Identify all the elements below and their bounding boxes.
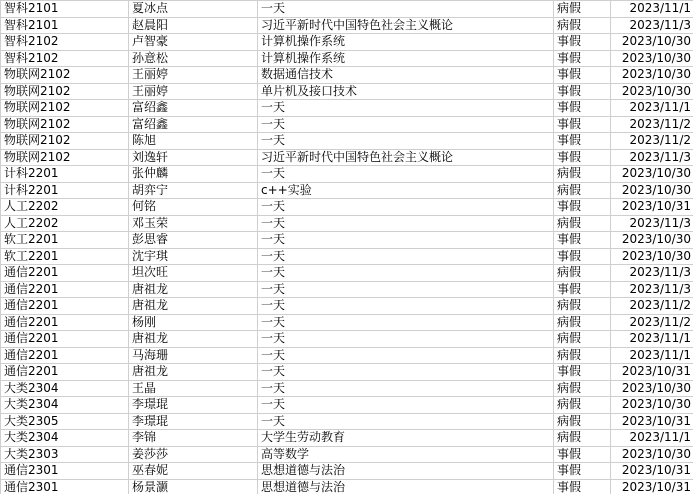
cell-course[interactable]: 一天 bbox=[258, 298, 554, 315]
cell-class[interactable]: 智科2102 bbox=[1, 50, 129, 67]
table-row bbox=[1, 298, 693, 315]
cell-course[interactable]: 一天 bbox=[258, 116, 554, 133]
cell-course[interactable]: 计算机操作系统 bbox=[258, 50, 554, 67]
cell-student-name[interactable]: 陈旭 bbox=[129, 133, 258, 150]
cell-date[interactable]: 2023/11/1 bbox=[611, 331, 693, 348]
cell-class[interactable]: 软工2201 bbox=[1, 232, 129, 249]
cell-course[interactable]: 一天 bbox=[258, 380, 554, 397]
cell-leave-type[interactable]: 事假 bbox=[554, 83, 611, 100]
table-row bbox=[1, 133, 693, 150]
cell-course[interactable]: 一天 bbox=[258, 248, 554, 265]
cell-student-name[interactable]: 彭思睿 bbox=[129, 232, 258, 249]
cell-class[interactable]: 人工2202 bbox=[1, 215, 129, 232]
cell-date[interactable]: 2023/10/30 bbox=[611, 248, 693, 265]
table-row bbox=[1, 166, 693, 183]
cell-leave-type[interactable]: 病假 bbox=[554, 430, 611, 447]
cell-student-name[interactable]: 巫春妮 bbox=[129, 463, 258, 480]
cell-leave-type[interactable]: 病假 bbox=[554, 380, 611, 397]
cell-student-name[interactable]: 卢智豪 bbox=[129, 34, 258, 51]
cell-leave-type[interactable]: 病假 bbox=[554, 397, 611, 414]
table-row bbox=[1, 248, 693, 265]
cell-course[interactable]: 思想道德与法治 bbox=[258, 463, 554, 480]
cell-leave-type[interactable]: 事假 bbox=[554, 479, 611, 494]
cell-student-name[interactable]: 邓玉荣 bbox=[129, 215, 258, 232]
table-row bbox=[1, 116, 693, 133]
cell-class[interactable]: 大类2305 bbox=[1, 413, 129, 430]
cell-course[interactable]: 高等数学 bbox=[258, 446, 554, 463]
cell-leave-type[interactable]: 病假 bbox=[554, 182, 611, 199]
cell-class[interactable]: 物联网2102 bbox=[1, 149, 129, 166]
cell-student-name[interactable]: 唐祖龙 bbox=[129, 298, 258, 315]
cell-leave-type[interactable]: 病假 bbox=[554, 1, 611, 18]
cell-date[interactable]: 2023/11/3 bbox=[611, 265, 693, 282]
cell-date[interactable]: 2023/10/30 bbox=[611, 34, 693, 51]
table-row bbox=[1, 67, 693, 84]
cell-student-name[interactable]: 唐祖龙 bbox=[129, 364, 258, 381]
cell-leave-type[interactable]: 事假 bbox=[554, 199, 611, 216]
table-row bbox=[1, 413, 693, 430]
cell-date[interactable]: 2023/10/30 bbox=[611, 83, 693, 100]
cell-student-name[interactable]: 杨景灏 bbox=[129, 479, 258, 494]
cell-leave-type[interactable]: 病假 bbox=[554, 314, 611, 331]
cell-leave-type[interactable]: 事假 bbox=[554, 67, 611, 84]
cell-leave-type[interactable]: 病假 bbox=[554, 331, 611, 348]
cell-leave-type[interactable]: 病假 bbox=[554, 298, 611, 315]
cell-leave-type[interactable]: 事假 bbox=[554, 248, 611, 265]
table-row bbox=[1, 446, 693, 463]
cell-course[interactable]: 一天 bbox=[258, 281, 554, 298]
table-body bbox=[1, 1, 693, 494]
cell-course[interactable]: 一天 bbox=[258, 413, 554, 430]
table-row bbox=[1, 1, 693, 18]
cell-class[interactable]: 通信2201 bbox=[1, 298, 129, 315]
cell-date[interactable]: 2023/11/1 bbox=[611, 347, 693, 364]
cell-student-name[interactable]: 唐祖龙 bbox=[129, 331, 258, 348]
cell-leave-type[interactable]: 病假 bbox=[554, 413, 611, 430]
cell-leave-type[interactable]: 病假 bbox=[554, 166, 611, 183]
table-row bbox=[1, 100, 693, 117]
cell-student-name[interactable]: 李璟琨 bbox=[129, 397, 258, 414]
table-row bbox=[1, 232, 693, 249]
cell-leave-type[interactable]: 事假 bbox=[554, 281, 611, 298]
cell-student-name[interactable]: 富绍鑫 bbox=[129, 116, 258, 133]
cell-date[interactable]: 2023/11/2 bbox=[611, 298, 693, 315]
cell-class[interactable]: 大类2304 bbox=[1, 397, 129, 414]
table-row bbox=[1, 149, 693, 166]
cell-date[interactable]: 2023/10/31 bbox=[611, 479, 693, 494]
table-row bbox=[1, 397, 693, 414]
cell-date[interactable]: 2023/11/3 bbox=[611, 281, 693, 298]
cell-class[interactable]: 软工2201 bbox=[1, 248, 129, 265]
cell-student-name[interactable]: 李璟琨 bbox=[129, 413, 258, 430]
cell-class[interactable]: 物联网2102 bbox=[1, 116, 129, 133]
table-row bbox=[1, 265, 693, 282]
table-row bbox=[1, 364, 693, 381]
table-row bbox=[1, 430, 693, 447]
cell-date[interactable]: 2023/11/3 bbox=[611, 17, 693, 34]
cell-date[interactable]: 2023/10/31 bbox=[611, 463, 693, 480]
table-row bbox=[1, 83, 693, 100]
cell-date[interactable]: 2023/10/30 bbox=[611, 50, 693, 67]
cell-date[interactable]: 2023/10/30 bbox=[611, 446, 693, 463]
cell-class[interactable]: 智科2101 bbox=[1, 1, 129, 18]
cell-class[interactable]: 大类2303 bbox=[1, 446, 129, 463]
cell-student-name[interactable]: 张仲麟 bbox=[129, 166, 258, 183]
cell-class[interactable]: 物联网2102 bbox=[1, 83, 129, 100]
cell-class[interactable]: 通信2301 bbox=[1, 479, 129, 494]
cell-student-name[interactable]: 王晶 bbox=[129, 380, 258, 397]
table-row bbox=[1, 331, 693, 348]
cell-student-name[interactable]: 李锦 bbox=[129, 430, 258, 447]
cell-course[interactable]: 一天 bbox=[258, 314, 554, 331]
cell-course[interactable]: 一天 bbox=[258, 232, 554, 249]
cell-course[interactable]: 思想道德与法治 bbox=[258, 479, 554, 494]
cell-course[interactable]: 一天 bbox=[258, 331, 554, 348]
cell-student-name[interactable]: 赵晨阳 bbox=[129, 17, 258, 34]
cell-student-name[interactable]: 何铭 bbox=[129, 199, 258, 216]
cell-date[interactable]: 2023/10/30 bbox=[611, 380, 693, 397]
cell-date[interactable]: 2023/11/3 bbox=[611, 215, 693, 232]
cell-class[interactable]: 智科2101 bbox=[1, 17, 129, 34]
cell-course[interactable]: 一天 bbox=[258, 364, 554, 381]
table-row bbox=[1, 34, 693, 51]
table-row bbox=[1, 314, 693, 331]
cell-course[interactable]: 数据通信技术 bbox=[258, 67, 554, 84]
cell-date[interactable]: 2023/10/31 bbox=[611, 364, 693, 381]
cell-student-name[interactable]: 马海珊 bbox=[129, 347, 258, 364]
cell-leave-type[interactable]: 事假 bbox=[554, 232, 611, 249]
cell-class[interactable]: 通信2201 bbox=[1, 265, 129, 282]
cell-course[interactable]: c++实验 bbox=[258, 182, 554, 199]
cell-leave-type[interactable]: 事假 bbox=[554, 446, 611, 463]
cell-course[interactable]: 计算机操作系统 bbox=[258, 34, 554, 51]
cell-course[interactable]: 一天 bbox=[258, 133, 554, 150]
cell-class[interactable]: 人工2202 bbox=[1, 199, 129, 216]
cell-leave-type[interactable]: 事假 bbox=[554, 364, 611, 381]
cell-leave-type[interactable]: 事假 bbox=[554, 116, 611, 133]
cell-leave-type[interactable]: 事假 bbox=[554, 50, 611, 67]
cell-class[interactable]: 计科2201 bbox=[1, 166, 129, 183]
table-row bbox=[1, 479, 693, 494]
cell-student-name[interactable]: 沈宇琪 bbox=[129, 248, 258, 265]
cell-course[interactable]: 习近平新时代中国特色社会主义概论 bbox=[258, 17, 554, 34]
cell-date[interactable]: 2023/11/1 bbox=[611, 1, 693, 18]
cell-date[interactable]: 2023/10/30 bbox=[611, 232, 693, 249]
cell-course[interactable]: 一天 bbox=[258, 166, 554, 183]
cell-class[interactable]: 智科2102 bbox=[1, 34, 129, 51]
cell-leave-type[interactable]: 事假 bbox=[554, 34, 611, 51]
cell-leave-type[interactable]: 病假 bbox=[554, 215, 611, 232]
cell-date[interactable]: 2023/10/30 bbox=[611, 166, 693, 183]
cell-course[interactable]: 一天 bbox=[258, 397, 554, 414]
cell-student-name[interactable]: 刘逸轩 bbox=[129, 149, 258, 166]
cell-course[interactable]: 一天 bbox=[258, 215, 554, 232]
cell-student-name[interactable]: 胡弈宁 bbox=[129, 182, 258, 199]
cell-leave-type[interactable]: 病假 bbox=[554, 347, 611, 364]
cell-class[interactable]: 计科2201 bbox=[1, 182, 129, 199]
cell-date[interactable]: 2023/11/2 bbox=[611, 116, 693, 133]
table-row bbox=[1, 17, 693, 34]
cell-class[interactable]: 通信2201 bbox=[1, 347, 129, 364]
cell-course[interactable]: 单片机及接口技术 bbox=[258, 83, 554, 100]
table-row bbox=[1, 380, 693, 397]
cell-date[interactable]: 2023/11/1 bbox=[611, 430, 693, 447]
cell-class[interactable]: 物联网2102 bbox=[1, 133, 129, 150]
cell-date[interactable]: 2023/10/31 bbox=[611, 413, 693, 430]
cell-student-name[interactable]: 王丽婷 bbox=[129, 67, 258, 84]
cell-course[interactable]: 一天 bbox=[258, 347, 554, 364]
cell-course[interactable]: 一天 bbox=[258, 265, 554, 282]
cell-date[interactable]: 2023/10/30 bbox=[611, 67, 693, 84]
cell-date[interactable]: 2023/11/3 bbox=[611, 149, 693, 166]
cell-class[interactable]: 通信2301 bbox=[1, 463, 129, 480]
cell-class[interactable]: 大类2304 bbox=[1, 380, 129, 397]
cell-class[interactable]: 大类2304 bbox=[1, 430, 129, 447]
cell-student-name[interactable]: 夏冰点 bbox=[129, 1, 258, 18]
table-row bbox=[1, 50, 693, 67]
cell-leave-type[interactable]: 病假 bbox=[554, 17, 611, 34]
cell-course[interactable]: 大学生劳动教育 bbox=[258, 430, 554, 447]
cell-date[interactable]: 2023/10/30 bbox=[611, 397, 693, 414]
table-row bbox=[1, 199, 693, 216]
cell-leave-type[interactable]: 事假 bbox=[554, 100, 611, 117]
table-row bbox=[1, 347, 693, 364]
table-row bbox=[1, 215, 693, 232]
cell-student-name[interactable]: 王丽婷 bbox=[129, 83, 258, 100]
cell-class[interactable]: 物联网2102 bbox=[1, 67, 129, 84]
cell-date[interactable]: 2023/10/31 bbox=[611, 199, 693, 216]
cell-course[interactable]: 一天 bbox=[258, 199, 554, 216]
cell-student-name[interactable]: 姜莎莎 bbox=[129, 446, 258, 463]
cell-student-name[interactable]: 孙意松 bbox=[129, 50, 258, 67]
cell-date[interactable]: 2023/10/30 bbox=[611, 182, 693, 199]
table-row bbox=[1, 463, 693, 480]
cell-leave-type[interactable]: 事假 bbox=[554, 133, 611, 150]
cell-course[interactable]: 习近平新时代中国特色社会主义概论 bbox=[258, 149, 554, 166]
cell-student-name[interactable]: 杨刚 bbox=[129, 314, 258, 331]
cell-student-name[interactable]: 坦次旺 bbox=[129, 265, 258, 282]
cell-student-name[interactable]: 唐祖龙 bbox=[129, 281, 258, 298]
cell-class[interactable]: 通信2201 bbox=[1, 331, 129, 348]
cell-class[interactable]: 通信2201 bbox=[1, 281, 129, 298]
cell-date[interactable]: 2023/11/2 bbox=[611, 133, 693, 150]
cell-date[interactable]: 2023/11/1 bbox=[611, 100, 693, 117]
cell-class[interactable]: 通信2201 bbox=[1, 364, 129, 381]
cell-course[interactable]: 一天 bbox=[258, 1, 554, 18]
cell-class[interactable]: 物联网2102 bbox=[1, 100, 129, 117]
cell-leave-type[interactable]: 事假 bbox=[554, 149, 611, 166]
table-row bbox=[1, 281, 693, 298]
cell-leave-type[interactable]: 事假 bbox=[554, 463, 611, 480]
cell-class[interactable]: 通信2201 bbox=[1, 314, 129, 331]
table-row bbox=[1, 182, 693, 199]
cell-course[interactable]: 一天 bbox=[258, 100, 554, 117]
cell-date[interactable]: 2023/11/2 bbox=[611, 314, 693, 331]
cell-student-name[interactable]: 富绍鑫 bbox=[129, 100, 258, 117]
cell-leave-type[interactable]: 病假 bbox=[554, 265, 611, 282]
